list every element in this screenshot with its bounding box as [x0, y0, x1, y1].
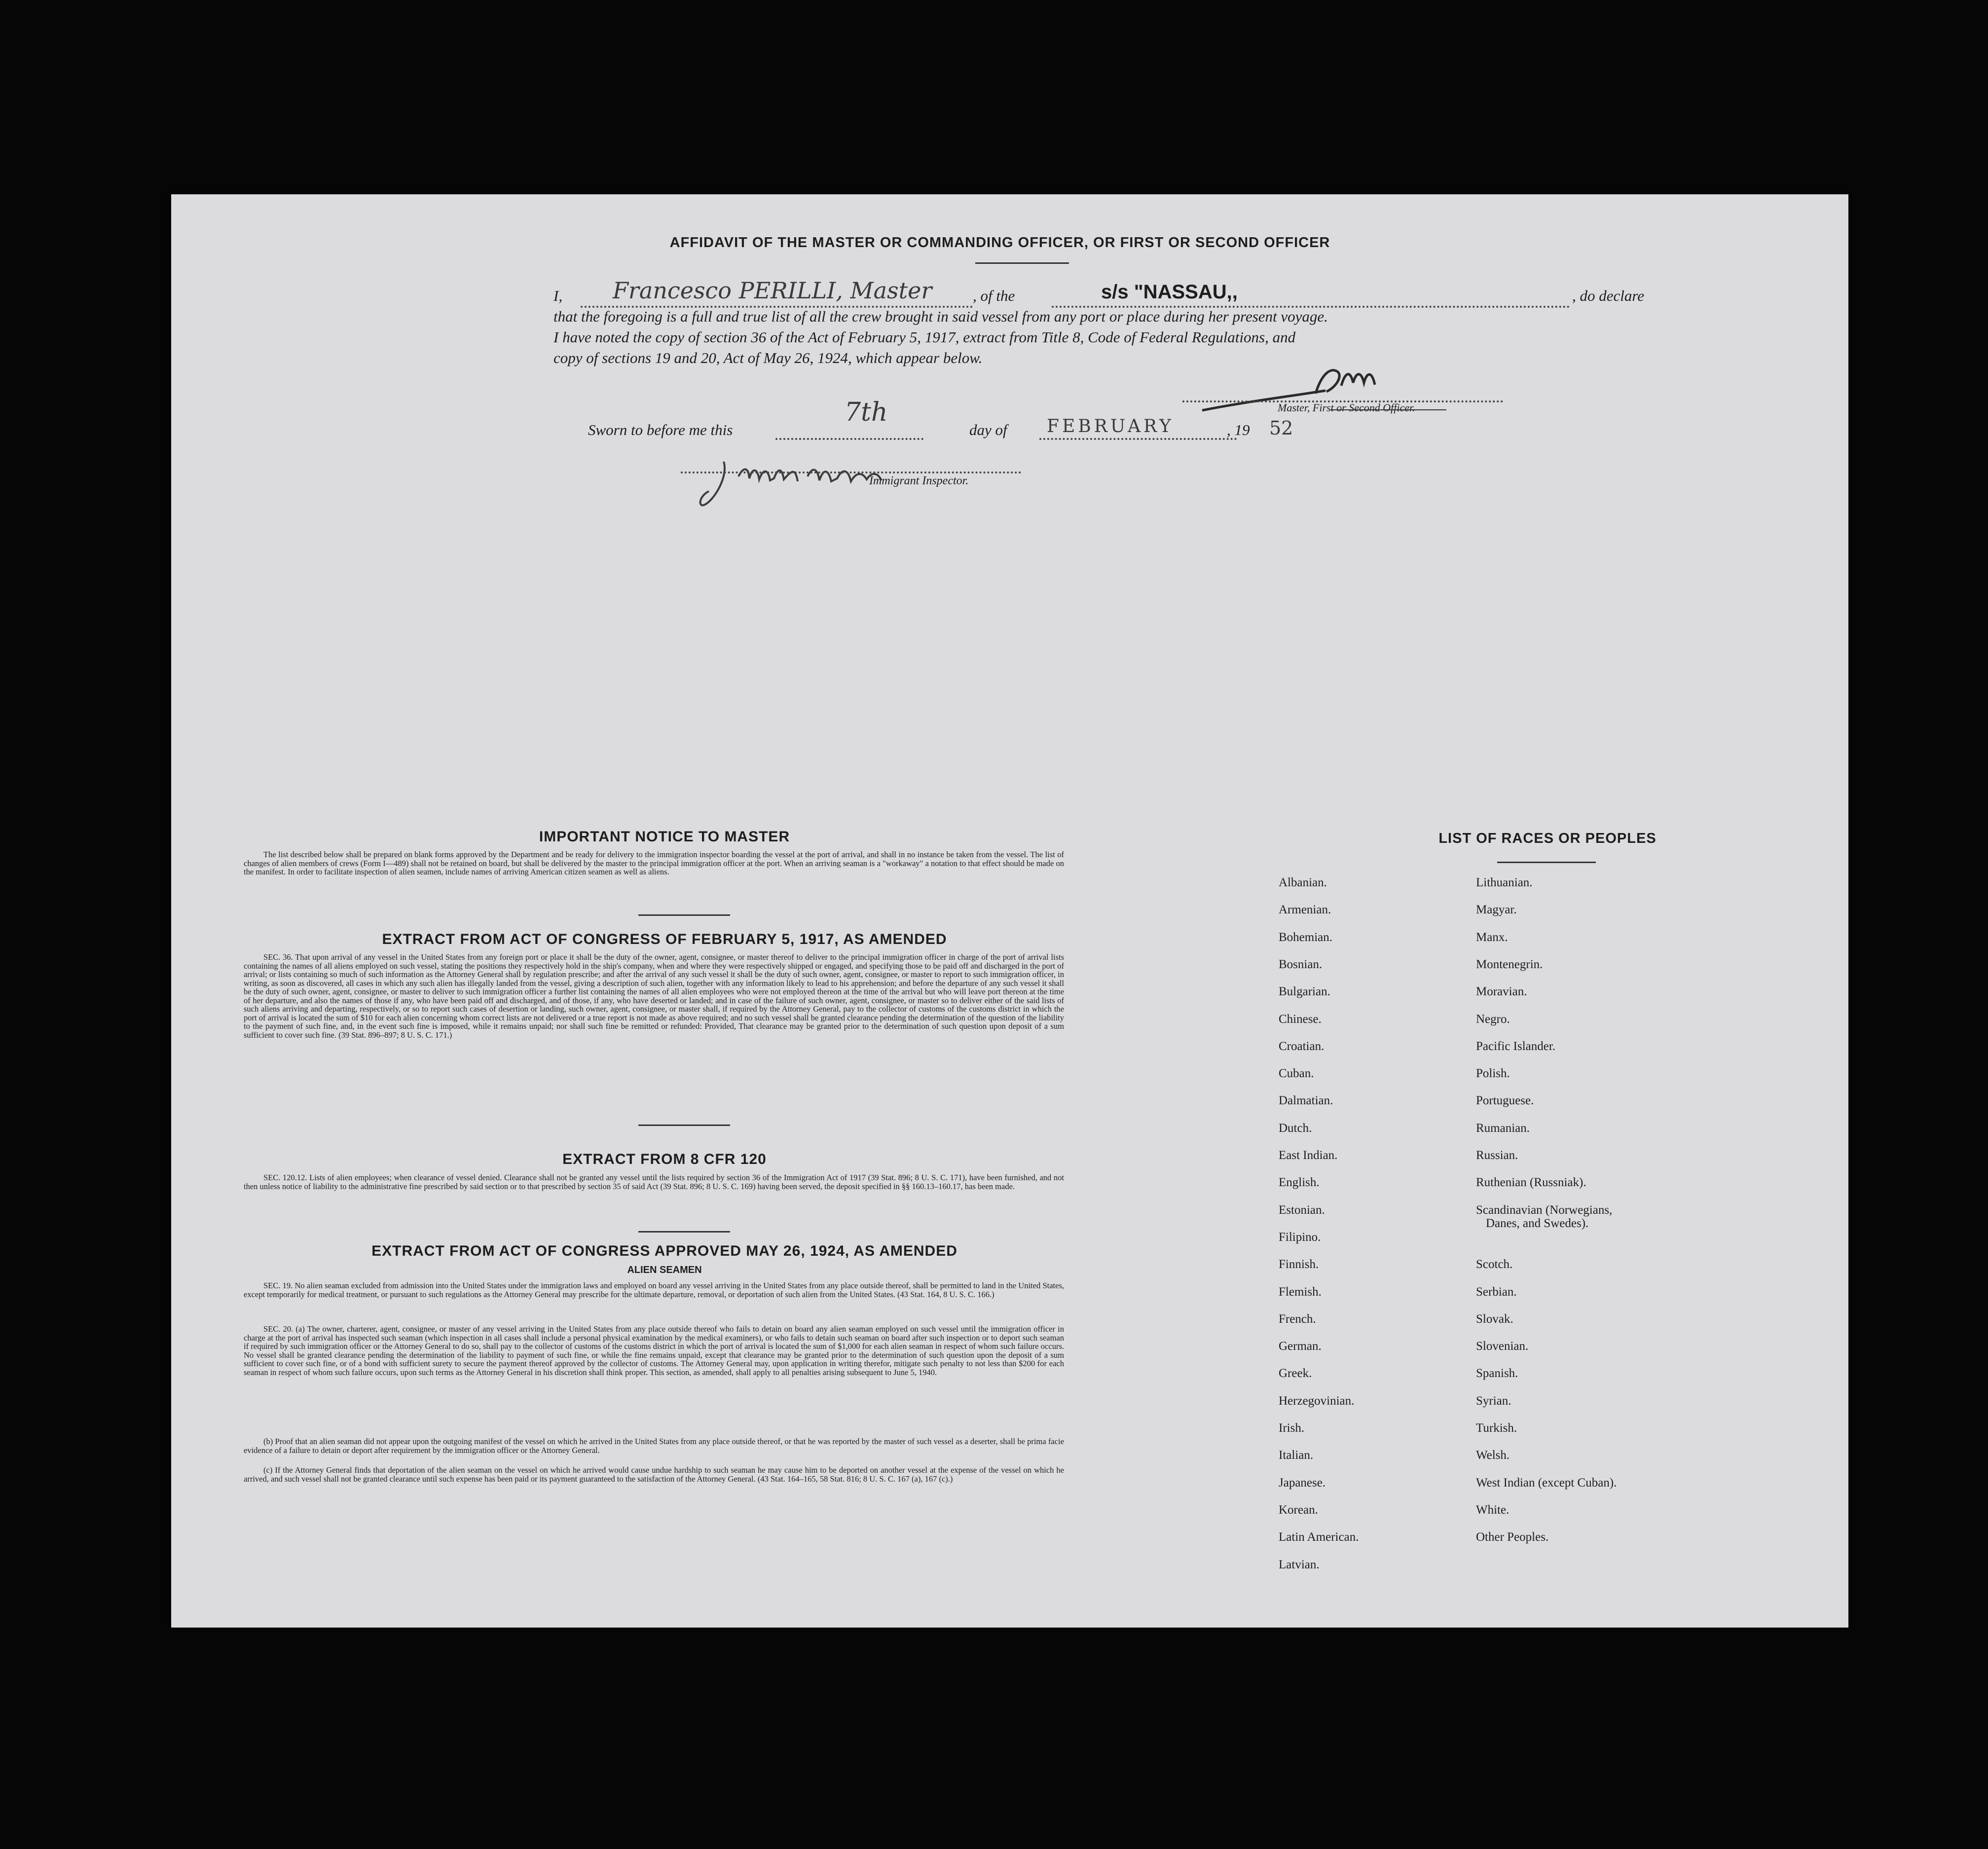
affidavit-title: AFFIDAVIT OF THE MASTER OR COMMANDING OFFICER, OR FIRST OR SECOND OFFICER [669, 235, 1330, 251]
race-item: Latin American. [1279, 1530, 1359, 1544]
sworn-year: 52 [1269, 417, 1293, 439]
race-item: Negro. [1476, 1012, 1510, 1026]
sec19-body: SEC. 19. No alien seaman excluded from admission into the United States under the immigration laws and employed on board any vessel arriving in the United States from any place outside thereof, shall be permitted to land in the United States, except temporarily for medical treatment, or pursuant to such regulations as the Attorney General may prescribe for the ultimate departure, removal, or deportation of such alien from the United States. (43 Stat. 164, 8 U. S. C. 166.) [244, 1281, 1064, 1299]
month-dotted-line [1039, 438, 1237, 440]
race-item: Chinese. [1279, 1012, 1322, 1026]
affidavit-line-3: I have noted the copy of section 36 of the Act of February 5, 1917, extract from Title 8, Code of Federal Regulations, and [553, 328, 1296, 346]
race-item: Moravian. [1476, 985, 1527, 999]
race-item: Finnish. [1279, 1258, 1319, 1271]
sec20a-body: SEC. 20. (a) The owner, charterer, agent, consignee, or master of any vessel arriving in the United States from any place outside thereof who fails to detain on board any alien seaman employed on such vessel until the immigration officer in charge at the port of arrival has inspected such seaman (which inspection in all cases shall include a personal physical examination by the medical examiners), or who fails to detain such seaman on board after such inspection or to deport such seaman if required by such immigration officer or the Attorney General to do so, shall pay to the collector of customs of the customs district in which the port of arrival is located the sum of $1,000 for each alien seaman in respect of whom such failure occurs. No vessel shall be granted clearance pending the determination of the liability to payment of such fine, or while the fine remains unpaid, except that clearance may be granted prior to the determination of such question upon the deposit of a sum sufficient to cover such fine, or of a bond with sufficient surety to secure the payment thereof approved by the collector of customs. The Attorney General may, upon application in writing therefor, mitigate such penalty to not less than $200 for each seaman in respect of whom such failure occurs, upon such terms as the Attorney General in his discretion shall think proper. This section, as amended, shall apply to all penalties arising subsequent to June 5, 1940. [244, 1324, 1064, 1377]
race-item: Portuguese. [1476, 1094, 1534, 1108]
signature-caption: Master, First or Second Officer. [1278, 401, 1415, 414]
race-item: German. [1279, 1340, 1322, 1353]
race-item: Other Peoples. [1476, 1530, 1549, 1544]
race-item: Turkish. [1476, 1421, 1517, 1435]
sec20b-body: (b) Proof that an alien seaman did not appear upon the outgoing manifest of the vessel on which he arrived in the United States from any place outside thereof, or that he was reported by the master of such vessel as a deserter, shall be prima facie evidence of a failure to detain or deport after requirement by the immigration officer or the Attorney General. [244, 1437, 1064, 1455]
race-item: Lithuanian. [1476, 876, 1533, 889]
race-item: Pacific Islander. [1476, 1039, 1556, 1053]
race-item: Herzegovinian. [1279, 1394, 1355, 1408]
race-item: Bosnian. [1279, 957, 1323, 971]
race-item: Russian. [1476, 1149, 1518, 1162]
pronoun: I, [553, 287, 563, 304]
do-declare-label: , do declare [1572, 287, 1645, 304]
race-item: Irish. [1279, 1421, 1305, 1435]
document-page [171, 194, 1848, 1628]
race-item: Greek. [1279, 1367, 1312, 1380]
race-item: Croatian. [1279, 1039, 1325, 1053]
inspector-caption: Immigrant Inspector. [869, 474, 969, 487]
race-item: Serbian. [1476, 1285, 1517, 1299]
race-item: Dalmatian. [1279, 1094, 1333, 1108]
race-item: Latvian. [1279, 1558, 1320, 1571]
extract-1917-body: SEC. 36. That upon arrival of any vessel in the United States from any foreign port or place it shall be the duty of the owner, agent, consignee, or master thereof to deliver to the principal immigration officer in charge of the port of arrival lists containing the names of all aliens employed on such vessel, stating the positions they respectively hold in the ship's company, when and where they were respectively shipped or engaged, and specifying those to be paid off and discharged in the port of arrival; or lists containing so much of such information as the Attorney General shall by regulation prescribe; and after the arrival of any such vessel it shall be the duty of such owner, agent, consignee, or master to report to such immigration officer, in writing, as soon as discovered, all cases in which any such alien has illegally landed from the vessel, giving a description of such alien, together with any information likely to lead to his apprehension; and before the departure of any such vessel it shall be the duty of such owner, agent, consignee, or master to deliver to such immigration officer a further list containing the names of all alien employees who were not employed thereon at the time of the arrival but who will leave port thereon at the time of her departure, and also the names of those if any, who have been paid off and discharged, and of those, if any, who have deserted or landed; and in case of the failure of such owner, agent, consignee, or master so to deliver either of the said lists of such aliens arriving and departing, respectively, or so to report such cases of desertion or landing, such owner, agent, consignee, or master shall, if required by the Attorney General, pay to the collector of customs of the customs district in which the port of arrival is located the sum of $10 for each alien concerning whom correct lists are not delivered or a true report is not made as above required; and no such vessel shall be granted clearance pending the determination of the question of the liability to the payment of such fine, and, in the event such fine is imposed, while it remains unpaid; nor shall such fine be remitted or refunded: Provided, That clearance may be granted prior to the determination of such question upon deposit of a sum sufficient to cover such fine. (39 Stat. 896–897; 8 U. S. C. 171.) [244, 952, 1064, 1040]
sworn-label: Sworn to before me this [588, 421, 733, 438]
divider [638, 914, 730, 916]
inspector-dotted-line [681, 471, 1021, 473]
race-item: Rumanian. [1476, 1121, 1530, 1135]
race-item: Manx. [1476, 930, 1508, 944]
of-the-label: , of the [973, 287, 1015, 304]
title-rule [975, 262, 1069, 264]
extract-1917-title: EXTRACT FROM ACT OF CONGRESS OF FEBRUARY 5, 1917, AS AMENDED [382, 931, 947, 947]
ship-name: s/s "NASSAU,, [1101, 281, 1238, 303]
alien-seamen-subtitle: ALIEN SEAMEN [627, 1265, 702, 1275]
race-item: English. [1279, 1176, 1320, 1190]
first-second-strike [1330, 409, 1446, 410]
race-item: Ruthenian (Russniak). [1476, 1176, 1586, 1190]
year-prefix: , 19 [1227, 421, 1250, 438]
race-item: Spanish. [1476, 1367, 1518, 1380]
affidavit-line-1 [553, 287, 562, 305]
race-item: East Indian. [1279, 1149, 1338, 1162]
race-item: Armenian. [1279, 903, 1331, 917]
race-item: Korean. [1279, 1503, 1318, 1517]
race-item: Magyar. [1476, 903, 1517, 917]
extract-cfr-title: EXTRACT FROM 8 CFR 120 [562, 1151, 767, 1167]
race-item: Bohemian. [1279, 930, 1333, 944]
race-item: Slovak. [1476, 1312, 1513, 1326]
sworn-month: FEBRUARY [1047, 416, 1174, 436]
race-item: French. [1279, 1312, 1316, 1326]
sworn-day: 7th [845, 398, 888, 427]
divider [638, 1231, 730, 1233]
race-item: Flemish. [1279, 1285, 1322, 1299]
race-item: Bulgarian. [1279, 985, 1330, 999]
divider [638, 1124, 730, 1126]
notice-body: The list described below shall be prepared on blank forms approved by the Department and be ready for delivery to the immigration inspector boarding the vessel at the port of arrival, and shall in no instance be taken from the vessel. The list of changes of alien members of crews (Form I—489) shall not be retained on board, but shall be delivered by the master to the principal immigration officer at the port. When an arriving seaman is a "workaway" a notation to that effect should be made on the manifest. In order to facilitate inspection of alien seamen, include names of arriving American citizen seamen as well as aliens. [244, 850, 1064, 876]
race-item: Estonian. [1279, 1203, 1325, 1217]
race-item: White. [1476, 1503, 1509, 1517]
sec20c-body: (c) If the Attorney General finds that deportation of the alien seaman on the vessel on which he arrived would cause undue hardship to such seaman he may cause him to be deported on another vessel at the expense of the vessel on which he arrived, and such vessel shall not be granted clearance until such expense has been paid or its payment guaranteed to the satisfaction of the Attorney General. (43 Stat. 164–165, 58 Stat. 816; 8 U. S. C. 167 (a), 167 (c).) [244, 1465, 1064, 1484]
race-item: Japanese. [1279, 1476, 1326, 1489]
notice-title: IMPORTANT NOTICE TO MASTER [539, 829, 790, 845]
affidavit-line-2: that the foregoing is a full and true list of all the crew brought in said vessel from any port or place during her present voyage. [553, 308, 1328, 325]
race-item: Syrian. [1476, 1394, 1511, 1408]
race-item: Cuban. [1279, 1067, 1314, 1081]
race-item-continuation: Danes, and Swedes). [1486, 1216, 1589, 1230]
races-title: LIST OF RACES OR PEOPLES [1438, 831, 1657, 846]
race-item: Dutch. [1279, 1121, 1312, 1135]
race-item: West Indian (except Cuban). [1476, 1476, 1617, 1489]
extract-cfr-body: SEC. 120.12. Lists of alien employees; when clearance of vessel denied. Clearance shall not be granted any vessel until the lists required by section 36 of the Immigration Act of 1917 (39 Stat. 896; 8 U. S. C. 171), have been furnished, and not then unless notice of liability to the administrative fine prescribed by said section or to that prescribed by section 35 of said Act (39 Stat. 896; 8 U. S. C. 169) having been served, the deposit specified in §§ 160.13–160.17, has been made. [244, 1173, 1064, 1191]
race-item: Albanian. [1279, 876, 1327, 889]
race-item: Welsh. [1476, 1449, 1510, 1462]
race-item: Scotch. [1476, 1258, 1513, 1271]
race-item: Montenegrin. [1476, 957, 1543, 971]
day-dotted-line [775, 438, 923, 440]
extract-1924-title: EXTRACT FROM ACT OF CONGRESS APPROVED MAY 26, 1924, AS AMENDED [371, 1243, 957, 1259]
race-item: Scandinavian (Norwegians, [1476, 1203, 1613, 1217]
races-rule [1497, 862, 1596, 863]
affidavit-line-4: copy of sections 19 and 20, Act of May 26, 1924, which appear below. [553, 349, 983, 366]
master-name-handwriting: Francesco PERILLI, Master [613, 277, 932, 304]
race-item: Polish. [1476, 1067, 1510, 1081]
race-item: Italian. [1279, 1449, 1314, 1462]
race-item: Slovenian. [1476, 1340, 1529, 1353]
day-of-label: day of [969, 421, 1007, 438]
race-item: Filipino. [1279, 1230, 1321, 1244]
